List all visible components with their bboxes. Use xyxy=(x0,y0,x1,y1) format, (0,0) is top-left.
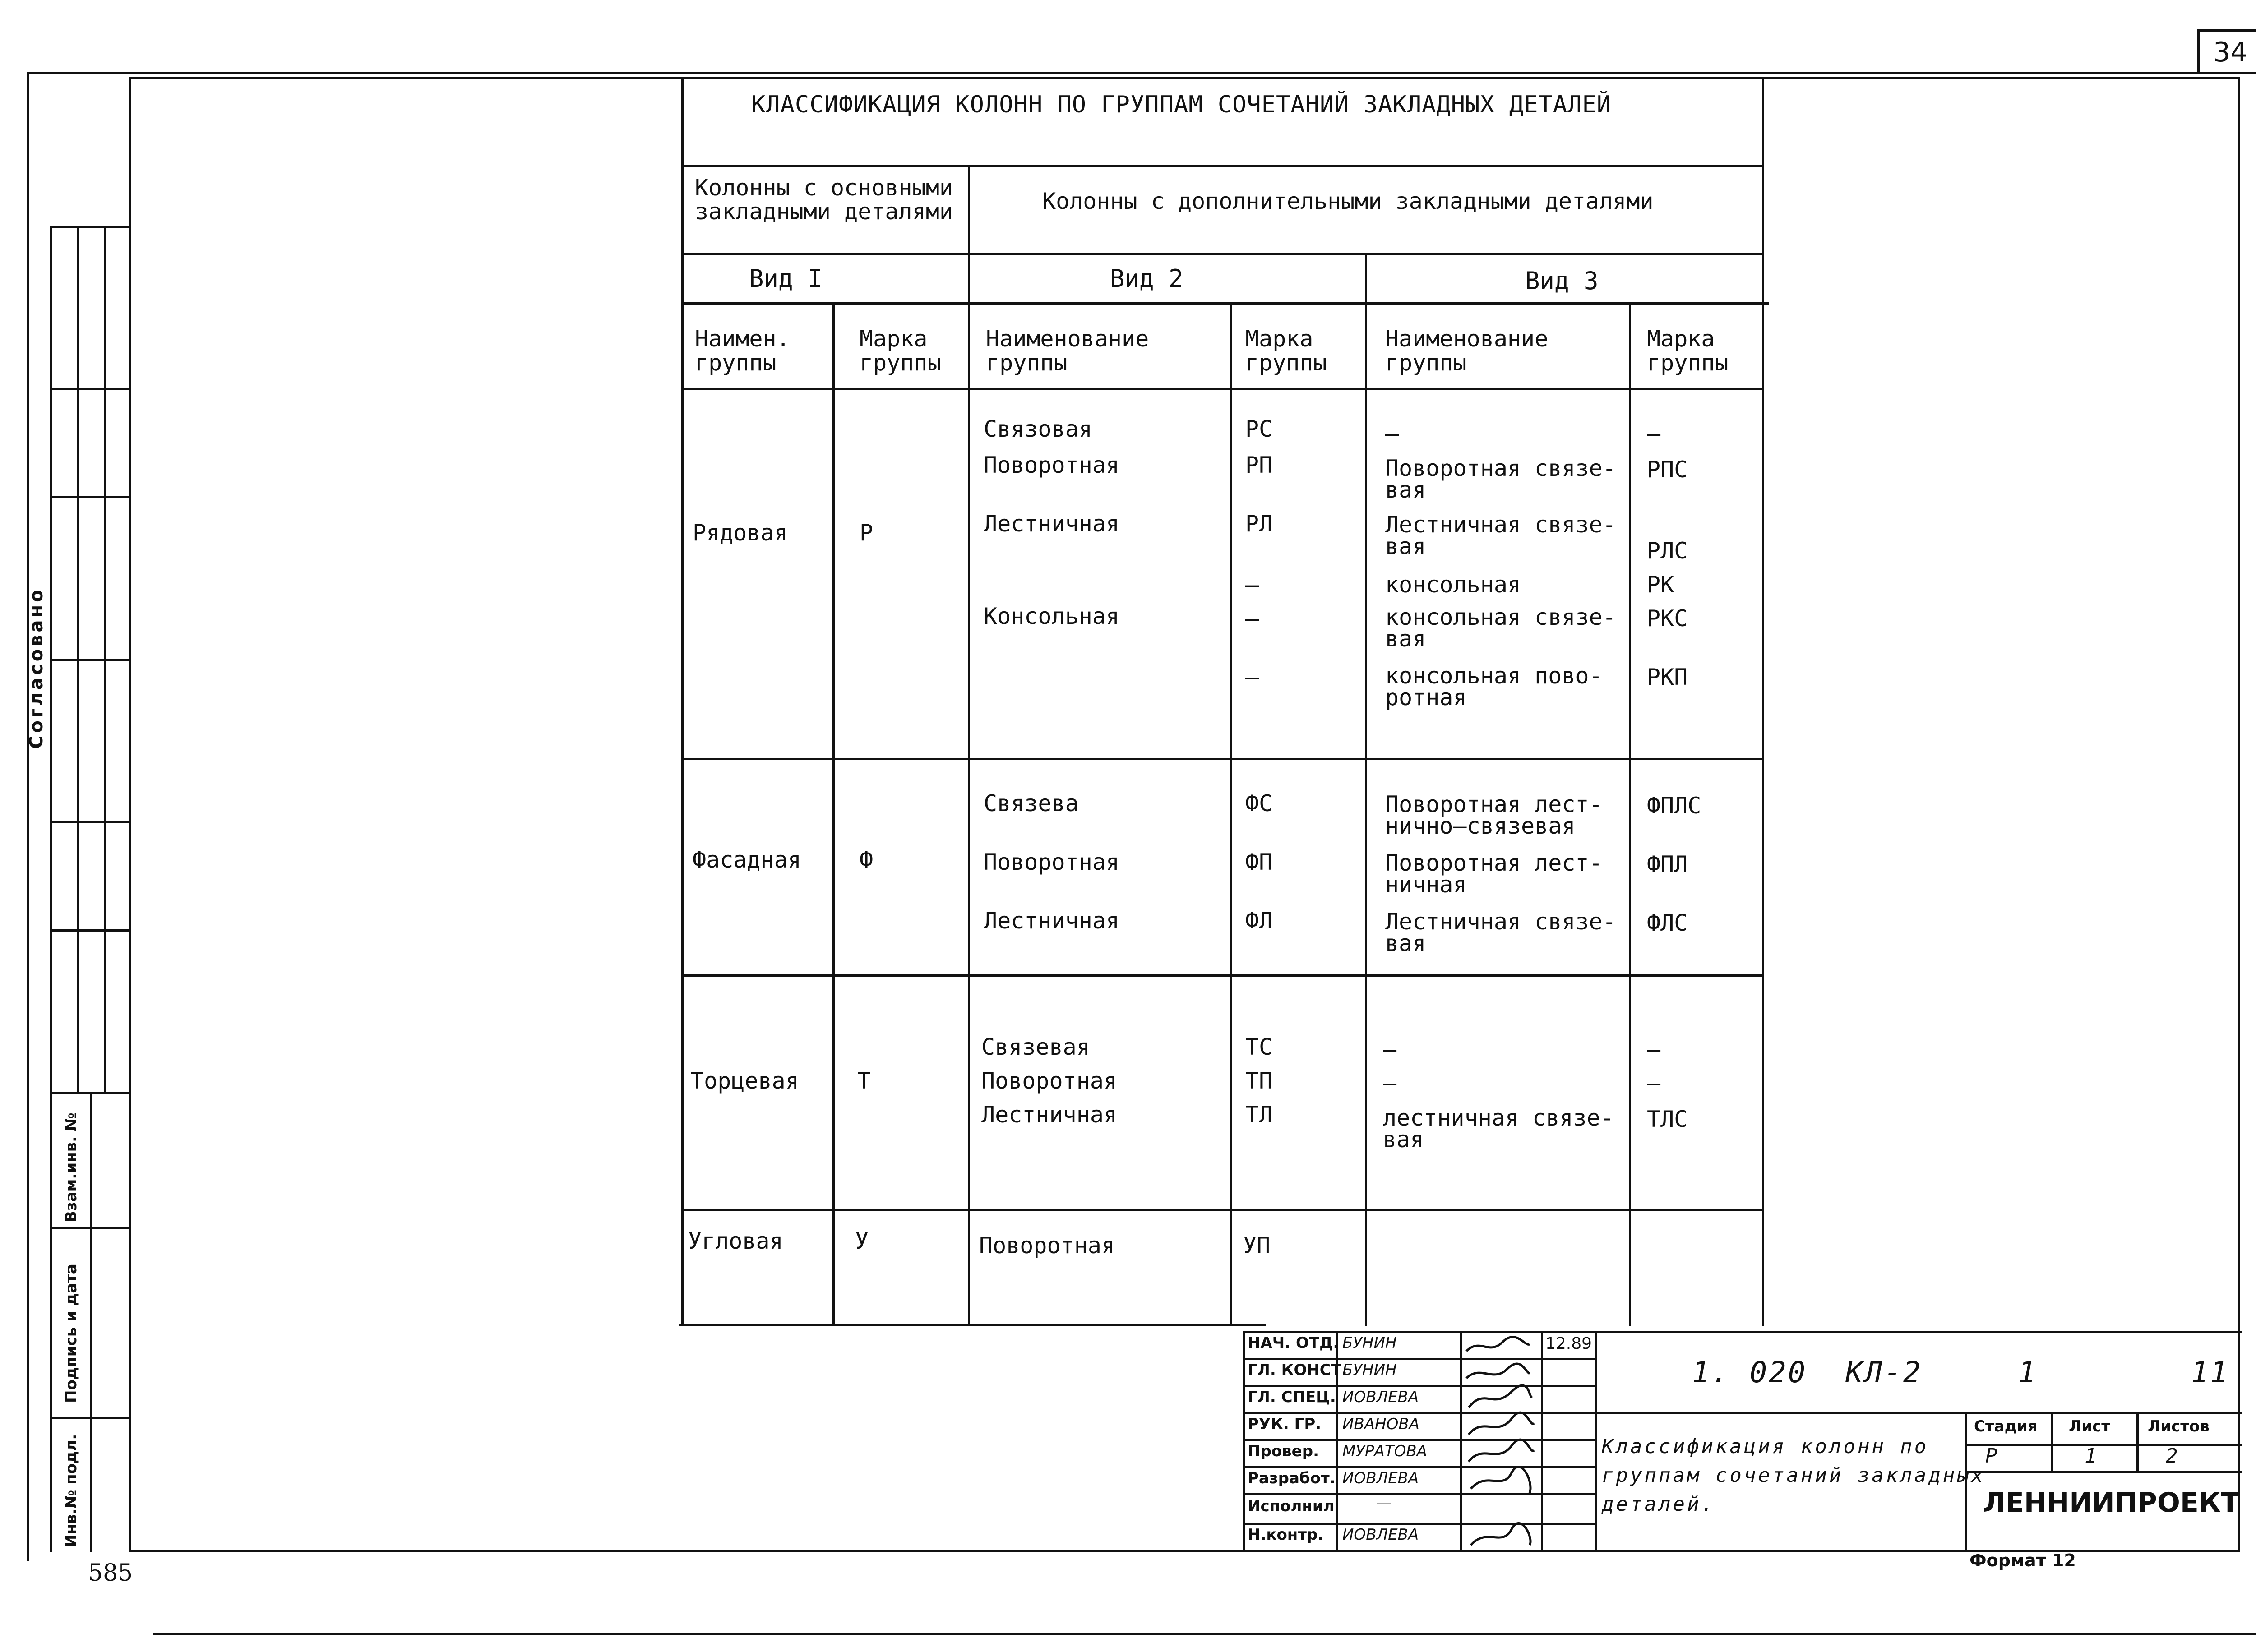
v2-mark: – xyxy=(1245,572,1259,598)
v3-mark: ТЛС xyxy=(1647,1106,1688,1132)
v2-name: Консольная xyxy=(984,603,1120,629)
header-additional-parts: Колонны с дополнительными закладными деталями xyxy=(1042,188,1654,214)
table-row2-bottom xyxy=(681,974,1764,977)
colhead-name-3: Наименование группы xyxy=(1385,326,1549,376)
stamp-role: ГЛ. СПЕЦ. xyxy=(1248,1388,1336,1406)
page-number-box xyxy=(2197,29,2256,74)
stamp-role: ГЛ. КОНСТ. xyxy=(1248,1361,1347,1379)
col-divider-v2-v3 xyxy=(1365,253,1367,1326)
stamp-role: Исполнил xyxy=(1248,1497,1335,1515)
v3-mark: – xyxy=(1647,1070,1661,1096)
table-row1-bottom xyxy=(681,758,1764,760)
scan-bottom-line xyxy=(153,1633,2256,1635)
v2-mark: ТП xyxy=(1245,1068,1273,1094)
group-row-mark: У xyxy=(855,1228,869,1254)
v3-name: Лестничная связе- вая xyxy=(1385,512,1616,559)
format-label: Формат 12 xyxy=(1969,1550,2076,1570)
view-2-label: Вид 2 xyxy=(1110,264,1183,293)
v2-name: Связева xyxy=(984,790,1079,817)
stamp-person: ИОВЛЕВА xyxy=(1342,1388,1419,1406)
table-title: КЛАССИФИКАЦИЯ КОЛОНН ПО ГРУППАМ СОЧЕТАНИЙ ЗАКЛАДНЫХ ДЕТАЛЕЙ xyxy=(751,91,1612,118)
table-colhead-bottom xyxy=(681,388,1764,390)
v3-mark: ФПЛ xyxy=(1647,851,1688,877)
v2-name: Связовая xyxy=(984,416,1092,442)
stamp-person: БУНИН xyxy=(1342,1361,1397,1379)
stamp-person: БУНИН xyxy=(1342,1334,1397,1352)
side-strip-row xyxy=(50,821,129,823)
header-basic-parts: Колонны с основными закладными деталями xyxy=(695,175,953,225)
group-row-name: Торцевая xyxy=(690,1068,799,1094)
stamp-stage-row2 xyxy=(1965,1471,2242,1473)
v2-name: Лестничная xyxy=(984,908,1120,934)
table-row3-bottom xyxy=(681,1209,1764,1211)
stamp-code-bottom xyxy=(1595,1412,2242,1414)
v2-mark: ТС xyxy=(1245,1034,1273,1060)
stamp-stage-row xyxy=(1965,1444,2242,1446)
side-strip-row xyxy=(50,1092,129,1094)
v2-mark: ФП xyxy=(1245,849,1273,875)
colhead-mark-3: Марка группы xyxy=(1647,326,1729,376)
side-strip-row xyxy=(50,226,129,228)
v3-name: – xyxy=(1385,420,1399,447)
v2-mark: – xyxy=(1245,664,1259,690)
v3-name: консольная связе- вая xyxy=(1385,604,1616,652)
side-field-inventory: Инв.№ подл. xyxy=(62,1434,80,1547)
stamp-person: ИВАНОВА xyxy=(1342,1415,1419,1433)
side-strip-row xyxy=(50,929,129,932)
v3-name: Поворотная лест- нично–связевая xyxy=(1385,791,1603,839)
stamp-row xyxy=(1243,1493,1595,1495)
sheets-label: Листов xyxy=(2148,1417,2210,1435)
side-field-row xyxy=(50,1227,129,1229)
stamp-row xyxy=(1243,1523,1595,1525)
stamp-row xyxy=(1243,1412,1595,1414)
v2-mark: ФЛ xyxy=(1245,908,1273,934)
stamp-row xyxy=(1243,1439,1595,1441)
group-row-name: Фасадная xyxy=(693,847,801,873)
table-bottom-border xyxy=(679,1324,1266,1326)
v3-mark: ФЛС xyxy=(1647,910,1688,936)
col-divider-name-mark3 xyxy=(1629,302,1631,1326)
sheets-value: 2 xyxy=(2166,1444,2178,1467)
group-row-name: Угловая xyxy=(688,1228,783,1254)
stamp-stage-col2 xyxy=(2136,1412,2139,1471)
stamp-person: ИОВЛЕВА xyxy=(1342,1526,1419,1544)
table-header-bottom xyxy=(681,253,1764,255)
organization-name: ЛЕННИИПРОЕКТ xyxy=(1983,1487,2239,1518)
side-strip-row xyxy=(50,659,129,661)
v3-mark: – xyxy=(1647,420,1661,447)
side-strip-row xyxy=(50,388,129,390)
v3-name: Поворотная связе- вая xyxy=(1385,455,1616,503)
colhead-name-2: Наименование группы xyxy=(986,326,1149,376)
v3-name: Поворотная лест- ничная xyxy=(1385,850,1603,898)
table-right-border xyxy=(1762,77,1764,1326)
group-row-name: Рядовая xyxy=(693,520,788,546)
v2-mark: ТЛ xyxy=(1245,1102,1273,1128)
v2-mark: УП xyxy=(1243,1232,1271,1259)
v2-name: Лестничная xyxy=(981,1102,1118,1128)
v3-name: – xyxy=(1383,1070,1397,1096)
v2-name: Связевая xyxy=(981,1034,1090,1060)
v2-mark: РС xyxy=(1245,416,1273,442)
v3-mark: РК xyxy=(1647,572,1674,598)
page-number: 34 xyxy=(2213,37,2248,68)
v2-name: Лестничная xyxy=(984,511,1120,537)
stamp-left xyxy=(1243,1331,1245,1552)
stamp-person: ИОВЛЕВА xyxy=(1342,1469,1419,1487)
v2-name: Поворотная xyxy=(979,1232,1115,1259)
table-left-border xyxy=(681,77,684,1326)
v2-name: Поворотная xyxy=(981,1068,1118,1094)
stamp-row xyxy=(1243,1358,1595,1360)
v3-name: консольная xyxy=(1385,572,1521,598)
stamp-person: — xyxy=(1376,1494,1392,1512)
sheet-value: 1 xyxy=(2085,1444,2097,1467)
v3-name: Лестничная связе- вая xyxy=(1385,909,1616,956)
stamp-row xyxy=(1243,1466,1595,1468)
v3-mark: ФПЛС xyxy=(1647,793,1701,819)
v3-mark: – xyxy=(1647,1036,1661,1062)
side-field-row xyxy=(50,1417,129,1419)
colhead-mark-1: Марка группы xyxy=(860,326,941,376)
v3-name: – xyxy=(1383,1036,1397,1062)
view-3-label: Вид 3 xyxy=(1525,267,1599,295)
document-title: Классификация колонн по группам сочетаний закладных деталей. xyxy=(1602,1435,1986,1516)
group-row-mark: Ф xyxy=(860,847,874,873)
v2-name: Поворотная xyxy=(984,849,1120,875)
stamp-person: МУРАТОВА xyxy=(1342,1442,1427,1460)
side-field-signature: Подпись и дата xyxy=(62,1264,80,1403)
agreed-label: Согласовано xyxy=(26,587,47,749)
v2-name: Поворотная xyxy=(984,452,1120,478)
colhead-mark-2: Марка группы xyxy=(1245,326,1327,376)
v2-mark: РЛ xyxy=(1245,511,1273,537)
document-code: 1. 020 КЛ-2 1 11 xyxy=(1692,1356,2229,1389)
stamp-stage-col1 xyxy=(2051,1412,2053,1471)
colhead-name-short: Наимен. группы xyxy=(695,326,790,376)
v3-mark: РКП xyxy=(1647,664,1688,690)
table-title-bottom xyxy=(681,165,1764,167)
stamp-sig-divider xyxy=(1541,1331,1543,1552)
stamp-role: Провер. xyxy=(1248,1442,1319,1460)
v3-name: консольная пово- ротная xyxy=(1385,663,1603,711)
stage-label: Стадия xyxy=(1974,1417,2038,1435)
page-footer-number: 585 xyxy=(88,1560,133,1587)
stamp-role: Разработ. xyxy=(1248,1469,1336,1487)
side-field-replace: Взам.инв. № xyxy=(62,1112,80,1223)
v2-mark: ФС xyxy=(1245,790,1273,817)
stamp-top xyxy=(1243,1331,2242,1333)
v3-mark: РЛС xyxy=(1647,538,1688,564)
view-1-label: Вид I xyxy=(749,264,823,293)
outer-left-border xyxy=(27,72,29,1561)
side-field-divider xyxy=(90,1092,92,1552)
col-divider-name-mark2 xyxy=(1230,302,1232,1326)
outer-top-border xyxy=(27,72,2256,74)
stamp-row xyxy=(1243,1385,1595,1387)
stamp-role: РУК. ГР. xyxy=(1248,1415,1322,1433)
v3-name: лестничная связе- вая xyxy=(1383,1105,1614,1153)
table-vid-bottom xyxy=(681,302,1769,305)
stamp-date-divider xyxy=(1595,1331,1597,1552)
v3-mark: РПС xyxy=(1647,457,1688,483)
group-row-mark: Р xyxy=(860,520,874,546)
stage-value: Р xyxy=(1985,1444,1997,1467)
group-row-mark: Т xyxy=(857,1068,871,1094)
v3-mark: РКС xyxy=(1647,605,1688,632)
side-strip xyxy=(50,226,129,1552)
stamp-role: Н.контр. xyxy=(1248,1526,1324,1544)
v2-mark: – xyxy=(1245,605,1259,632)
signature-strokes xyxy=(1462,1333,1539,1550)
col-divider-v1-v2 xyxy=(968,165,970,1326)
col-divider-name-mark1 xyxy=(832,302,835,1326)
sheet-label: Лист xyxy=(2069,1417,2110,1435)
v2-mark: РП xyxy=(1245,452,1273,478)
stamp-date: 12.89 xyxy=(1545,1334,1592,1353)
stamp-role: НАЧ. ОТД. xyxy=(1248,1334,1339,1352)
side-strip-row xyxy=(50,496,129,498)
